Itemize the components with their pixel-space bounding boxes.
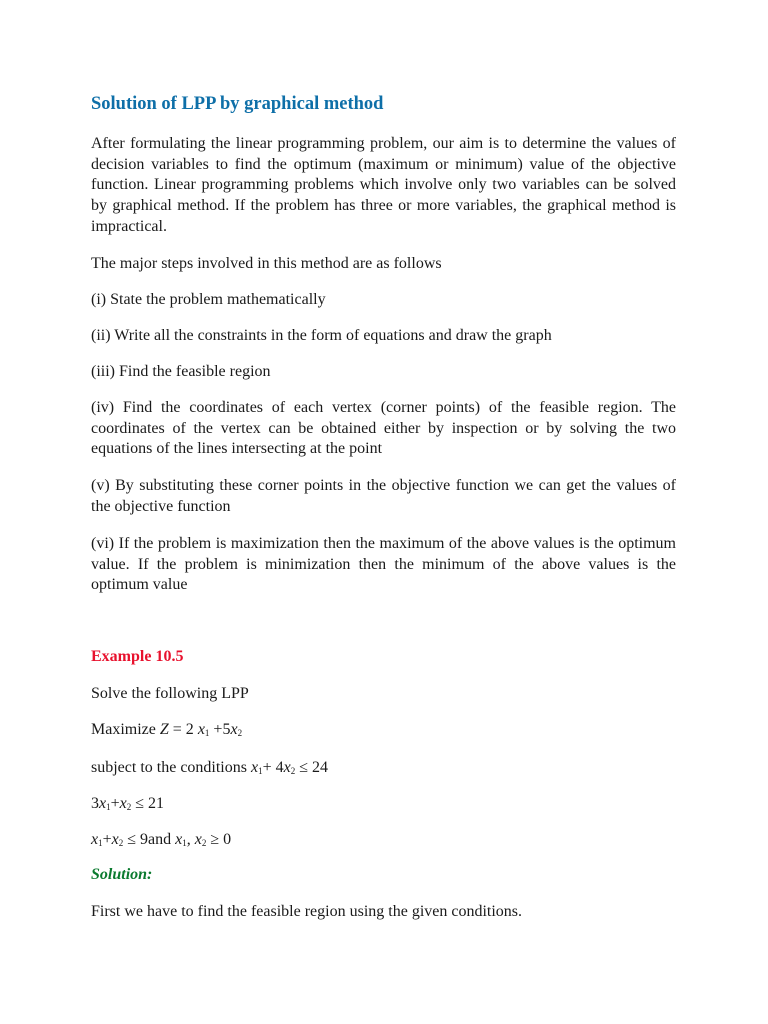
step-1: (i) State the problem mathematically [91, 291, 326, 308]
steps-intro: The major steps involved in this method are as follows [91, 255, 442, 272]
step-4: (iv) Find the coordinates of each vertex (corner points) of the feasible region. The coordinates of the vertex can be obtained either by inspection or by solving the two equations of the lines intersecting at the point [91, 399, 676, 458]
solution-text: First we have to find the feasible region using the given conditions. [91, 903, 523, 920]
constraint-2: $3x_1+x_2 \le 21$ [91, 795, 165, 812]
solution-label: Solution: [91, 866, 153, 883]
example-title: Example 10.5 [91, 648, 184, 665]
step-5: (v) By substituting these corner points in the objective function we can get the values of the objective function [91, 477, 676, 515]
constraint-1: subject to the conditions $x_1+ 4x_2 \le 24$ [91, 759, 329, 776]
constraint-3: $x_1+x_2 \le 9and$ $x_1$, $x_2 \ge 0$ [91, 831, 232, 848]
intro-paragraph: After formulating the linear programming problem, our aim is to determine the values of decision variables to find the optimum (maximum or minimum) value of the objective function. Linear programming problems which involve only two variables can be solved by graphical method. If the problem has three or more variables, the graphical method is impractical. [91, 135, 676, 235]
objective-function: Maximize Z = 2 $x_1 +5x_2$ [91, 721, 243, 738]
section-heading: Solution of LPP by graphical method [91, 94, 384, 114]
step-6: (vi) If the problem is maximization then the maximum of the above values is the optimum value. If the problem is minimization then the minimum of the above values is the optimum value [91, 535, 676, 594]
example-prompt: Solve the following LPP [91, 685, 249, 702]
step-3: (iii) Find the feasible region [91, 363, 271, 380]
step-2: (ii) Write all the constraints in the form of equations and draw the graph [91, 327, 552, 344]
